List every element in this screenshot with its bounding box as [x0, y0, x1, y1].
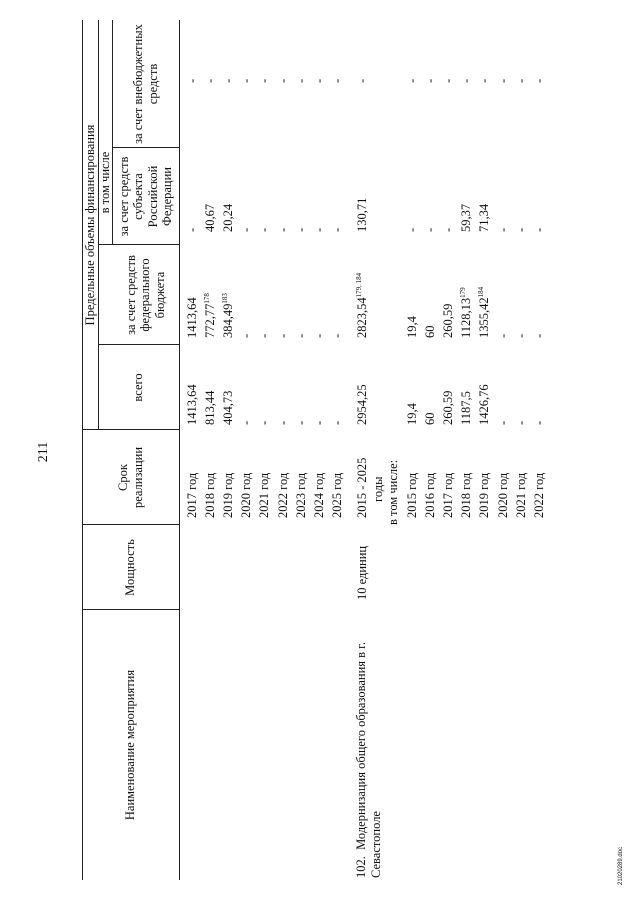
row-extra-value: -: [275, 78, 290, 83]
row-period: [238, 473, 254, 518]
row-federal: [404, 316, 420, 338]
row-extra: [184, 79, 200, 83]
row-extra-value: -: [185, 78, 199, 83]
row-regional: [458, 204, 474, 232]
measure-total: 2954,25: [355, 384, 369, 425]
row-period: [256, 473, 272, 518]
row-period-value: 2020 год: [495, 472, 510, 518]
row-federal-value: -: [257, 333, 272, 338]
row-period: [184, 473, 200, 518]
row-period-value: 2019 год: [477, 472, 492, 518]
header-regional: за счет средств субъекта Российской Федерации: [116, 156, 174, 237]
row-extra-value: -: [477, 78, 492, 83]
row-extra: [275, 79, 291, 83]
row-total-value: -: [495, 420, 510, 425]
row-total: [422, 413, 438, 426]
row-total: [404, 403, 420, 425]
row-federal: [513, 334, 529, 338]
row-regional-value: 20,24: [221, 203, 236, 232]
row-regional: [256, 228, 272, 232]
row-total-value: -: [513, 420, 528, 425]
row-regional: [329, 228, 345, 232]
row-regional: [293, 228, 309, 232]
row-federal: [495, 334, 511, 338]
row-regional-value: -: [531, 227, 546, 232]
row-regional: [495, 228, 511, 232]
row-period-value: 2020 год: [239, 472, 254, 518]
row-total-value: -: [311, 420, 326, 425]
row-extra: [311, 79, 327, 83]
measure-federal-footnote: 179, 184: [354, 272, 363, 298]
row-federal: [531, 334, 547, 338]
row-extra-value: -: [531, 78, 546, 83]
row-total-value: 813,44: [203, 390, 218, 425]
row-period-value: 2024 год: [311, 472, 326, 518]
row-period-value: 2018 год: [459, 472, 474, 518]
row-extra-value: -: [405, 78, 419, 83]
row-extra-value: -: [257, 78, 272, 83]
measure-extra: -: [355, 78, 369, 83]
row-total-value: 260,59: [441, 390, 456, 425]
row-total-value: -: [531, 420, 546, 425]
row-total: [329, 421, 345, 425]
including-label: в том числе:: [386, 459, 400, 525]
row-federal-value: 1413,64: [185, 297, 199, 338]
row-period: [311, 473, 327, 518]
row-period: [220, 473, 236, 518]
header-federal: за счет средств федерального бюджета: [123, 255, 167, 335]
row-total-value: 1426,76: [477, 384, 492, 425]
measure-period-line1: 2015 - 2025: [355, 457, 369, 518]
row-period-value: 2017 год: [441, 472, 456, 518]
row-extra: [422, 79, 438, 83]
row-federal: [275, 334, 291, 338]
row-total: [256, 421, 272, 425]
row-regional: [238, 228, 254, 232]
row-federal-value: -: [513, 333, 528, 338]
row-federal-value: -: [495, 333, 510, 338]
row-extra-value: -: [221, 78, 236, 83]
row-federal-value: 19,4: [405, 316, 419, 338]
row-extra-value: -: [513, 78, 528, 83]
row-regional: [404, 228, 420, 232]
row-period-value: 2021 год: [257, 472, 272, 518]
row-total: [293, 421, 309, 425]
row-regional: [275, 228, 291, 232]
row-regional-value: -: [329, 227, 344, 232]
row-total: [458, 391, 474, 425]
row-extra-value: -: [239, 78, 254, 83]
row-extra: [531, 79, 547, 83]
row-federal-value: 1355,42: [477, 297, 492, 338]
row-period-value: 2015 год: [405, 472, 419, 518]
row-extra: [220, 79, 236, 83]
row-total: [202, 391, 218, 425]
row-federal: [184, 297, 200, 338]
row-extra-value: -: [441, 78, 456, 83]
row-period: [531, 473, 547, 518]
header-total: всего: [131, 373, 146, 402]
row-period-value: 2018 год: [203, 472, 218, 518]
row-federal: [458, 287, 474, 338]
row-total-value: -: [257, 420, 272, 425]
footnote-ref: 179: [459, 287, 468, 298]
financing-table: [82, 20, 562, 880]
row-federal: [256, 334, 272, 338]
row-period: [513, 473, 529, 518]
row-extra: [256, 79, 272, 83]
row-period: [422, 473, 438, 518]
row-federal-value: -: [329, 333, 344, 338]
measure-name-cell: [354, 616, 384, 878]
row-period: [458, 473, 474, 518]
row-total: [238, 421, 254, 425]
row-total: [495, 421, 511, 425]
row-regional: [422, 228, 438, 232]
row-total: [531, 421, 547, 425]
row-regional-value: 40,67: [203, 203, 218, 232]
row-total-value: 19,4: [405, 403, 419, 425]
page-number: 211: [36, 441, 51, 463]
row-regional: [513, 228, 529, 232]
row-extra: [202, 79, 218, 83]
row-extra: [293, 79, 309, 83]
row-total: [275, 421, 291, 425]
header-bottom-rule: [179, 20, 180, 880]
row-regional: [476, 204, 492, 232]
row-extra: [458, 79, 474, 83]
row-period: [329, 473, 345, 518]
row-period-value: 2022 год: [275, 472, 290, 518]
row-extra: [513, 79, 529, 83]
row-total-value: -: [329, 420, 344, 425]
row-federal-value: -: [531, 333, 546, 338]
row-federal-value: 772,77: [203, 303, 218, 338]
measure-period-line2: годы: [371, 476, 385, 502]
row-period: [404, 473, 420, 518]
row-total: [476, 384, 492, 425]
footer-code: 21020289.doc: [618, 846, 624, 886]
row-federal-value: -: [275, 333, 290, 338]
row-regional: [440, 228, 456, 232]
row-extra-value: -: [329, 78, 344, 83]
row-regional: [202, 204, 218, 232]
row-regional-value: -: [311, 227, 326, 232]
row-period-value: 2017 год: [185, 472, 199, 518]
row-regional-value: -: [441, 227, 456, 232]
measure-name: Модернизация общего образования в г. Севастополе: [354, 642, 383, 878]
row-total: [440, 391, 456, 425]
row-extra: [238, 79, 254, 83]
row-total-value: -: [239, 420, 254, 425]
row-regional-value: -: [423, 227, 438, 232]
row-extra: [440, 79, 456, 83]
row-total-value: 1187,5: [459, 391, 474, 425]
row-period-value: 2019 год: [221, 472, 236, 518]
row-period: [202, 473, 218, 518]
footnote-ref: 183: [221, 293, 230, 304]
row-federal-value: 384,49: [221, 303, 236, 338]
row-total-value: -: [275, 420, 290, 425]
row-extra-value: -: [311, 78, 326, 83]
row-federal-value: 1128,13: [459, 297, 474, 338]
row-total: [311, 421, 327, 425]
row-federal-value: -: [293, 333, 308, 338]
row-total: [220, 391, 236, 425]
row-extra-value: -: [423, 78, 438, 83]
row-regional-value: 59,37: [459, 203, 474, 232]
row-total-value: -: [293, 420, 308, 425]
row-regional-value: -: [405, 227, 419, 232]
row-federal-value: -: [311, 333, 326, 338]
measure-number: 102.: [354, 856, 368, 878]
row-federal: [440, 304, 456, 338]
row-federal: [238, 334, 254, 338]
row-regional: [531, 228, 547, 232]
row-regional-value: 71,34: [477, 203, 492, 232]
row-federal: [422, 326, 438, 339]
row-federal: [311, 334, 327, 338]
row-regional-value: -: [495, 227, 510, 232]
row-period: [275, 473, 291, 518]
row-regional-value: -: [257, 227, 272, 232]
row-federal: [329, 334, 345, 338]
row-extra: [476, 79, 492, 83]
row-period: [440, 473, 456, 518]
row-total-value: 404,73: [221, 390, 236, 425]
row-regional-value: -: [239, 227, 254, 232]
row-regional: [184, 228, 200, 232]
row-total: [184, 384, 200, 425]
row-extra-value: -: [293, 78, 308, 83]
row-total-value: 60: [423, 412, 438, 425]
row-period-value: 2023 год: [293, 472, 308, 518]
row-regional: [220, 204, 236, 232]
row-extra: [329, 79, 345, 83]
row-regional-value: -: [185, 227, 199, 232]
row-federal-value: 260,59: [441, 303, 456, 338]
header-period: Срок реализации: [116, 446, 145, 509]
row-federal-value: -: [239, 333, 254, 338]
row-regional-value: -: [293, 227, 308, 232]
row-federal: [220, 293, 236, 338]
footnote-ref: 178: [202, 293, 211, 304]
header-extrabudget: за счет внебюджетных средств: [131, 24, 160, 144]
header-name: Наименование мероприятия: [123, 669, 138, 821]
measure-capacity: 10 единиц: [355, 545, 369, 600]
row-federal: [293, 334, 309, 338]
row-period-value: 2025 год: [329, 472, 344, 518]
row-regional: [311, 228, 327, 232]
row-extra: [495, 79, 511, 83]
row-extra-value: -: [495, 78, 510, 83]
row-federal: [476, 287, 492, 338]
row-total-value: 1413,64: [185, 384, 199, 425]
row-period: [293, 473, 309, 518]
row-federal: [202, 293, 218, 338]
row-regional-value: -: [513, 227, 528, 232]
row-period-value: 2022 год: [531, 472, 546, 518]
row-extra-value: -: [203, 78, 218, 83]
row-extra-value: -: [459, 78, 474, 83]
row-period-value: 2021 год: [513, 472, 528, 518]
header-including: в том числе: [97, 151, 112, 214]
row-total: [513, 421, 529, 425]
footnote-ref: 184: [477, 286, 486, 298]
measure-federal-cell: [354, 273, 370, 338]
row-extra: [404, 79, 420, 83]
measure-regional: 130,71: [355, 197, 369, 232]
row-period: [476, 473, 492, 518]
row-period: [495, 473, 511, 518]
row-period-value: 2016 год: [423, 472, 438, 518]
measure-federal: 2823,54: [355, 297, 369, 338]
row-regional-value: -: [275, 227, 290, 232]
header-limit: Предельные объемы финансирования: [82, 124, 97, 326]
header-capacity: Мощность: [123, 539, 138, 596]
row-federal-value: 60: [423, 325, 438, 338]
